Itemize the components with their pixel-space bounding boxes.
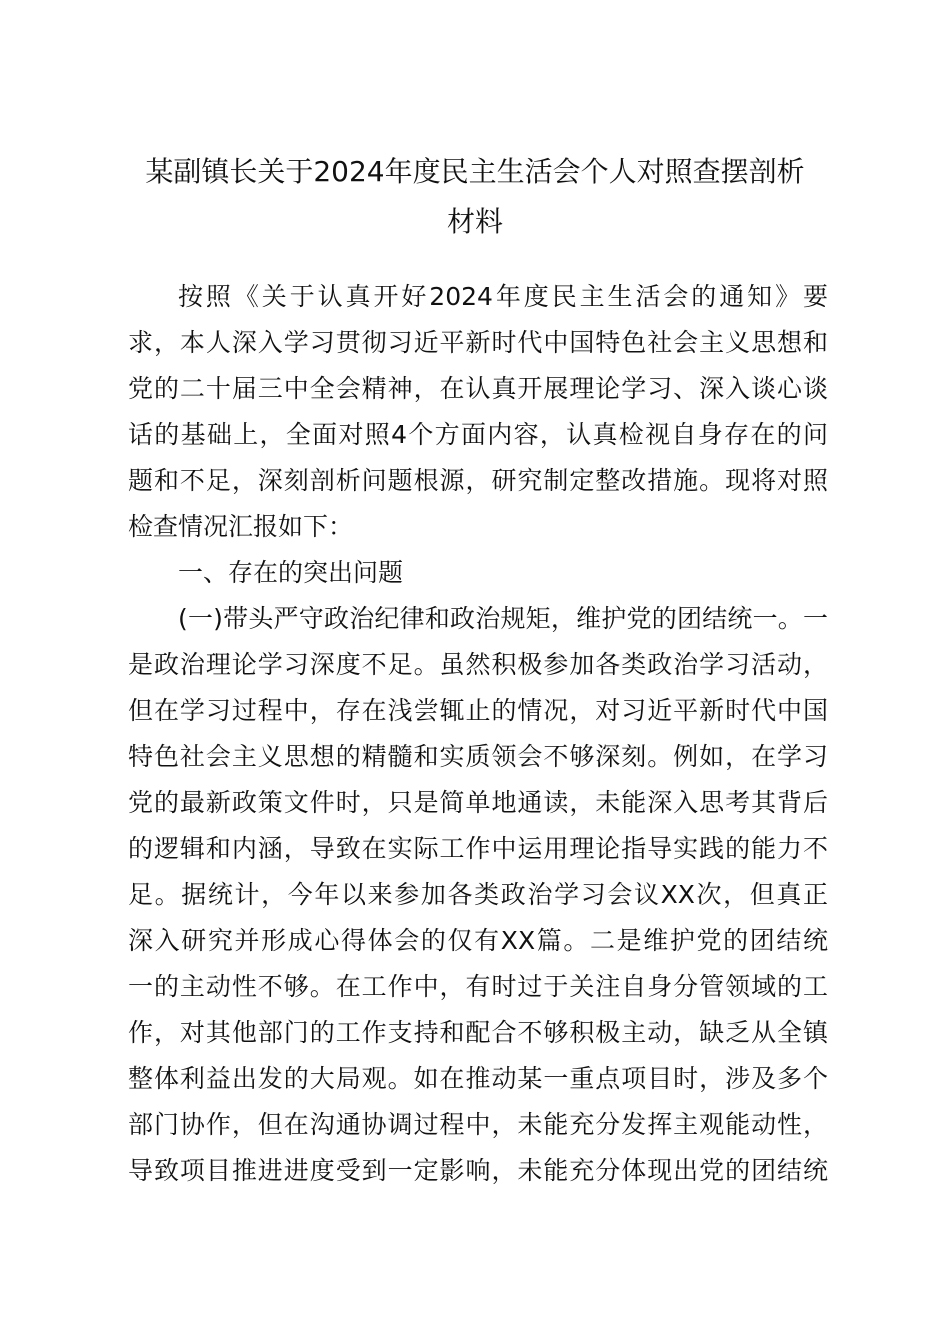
body-line: (一)带头严守政治纪律和政治规矩，维护党的团结统一。一 <box>178 604 828 633</box>
body-line: 导致项目推进进度受到一定影响，未能充分体现出党的团结统 <box>128 1156 828 1185</box>
intro-line: 题和不足，深刻剖析问题根源，研究制定整改措施。现将对照 <box>128 466 828 495</box>
body-line: 但在学习过程中，存在浅尝辄止的情况，对习近平新时代中国 <box>128 696 828 725</box>
intro-line: 话的基础上，全面对照4个方面内容，认真检视自身存在的问 <box>128 420 828 449</box>
intro-line: 检查情况汇报如下： <box>128 512 354 541</box>
body-line: 部门协作，但在沟通协调过程中，未能充分发挥主观能动性， <box>128 1110 828 1139</box>
body-line: 作，对其他部门的工作支持和配合不够积极主动，缺乏从全镇 <box>128 1018 828 1047</box>
body-line: 一的主动性不够。在工作中，有时过于关注自身分管领域的工 <box>128 972 828 1001</box>
intro-line: 党的二十届三中全会精神，在认真开展理论学习、深入谈心谈 <box>128 374 828 403</box>
body-line: 的逻辑和内涵，导致在实际工作中运用理论指导实践的能力不 <box>128 834 828 863</box>
body-line: 特色社会主义思想的精髓和实质领会不够深刻。例如，在学习 <box>128 742 828 771</box>
intro-line: 按照《关于认真开好2024年度民主生活会的通知》要 <box>178 282 828 311</box>
body-line: 是政治理论学习深度不足。虽然积极参加各类政治学习活动， <box>128 650 828 679</box>
body-line: 足。据统计，今年以来参加各类政治学习会议XX次，但真正 <box>128 880 828 909</box>
document-title-line-2: 材料 <box>446 205 503 238</box>
document-title-line-1: 某副镇长关于2024年度民主生活会个人对照查摆剖析 <box>145 155 805 188</box>
body-line: 整体利益出发的大局观。如在推动某一重点项目时，涉及多个 <box>128 1064 828 1093</box>
section-heading: 一、存在的突出问题 <box>178 558 404 587</box>
body-line: 深入研究并形成心得体会的仅有XX篇。二是维护党的团结统 <box>128 926 828 955</box>
intro-line: 求，本人深入学习贯彻习近平新时代中国特色社会主义思想和 <box>128 328 828 357</box>
body-line: 党的最新政策文件时，只是简单地通读，未能深入思考其背后 <box>128 788 828 817</box>
